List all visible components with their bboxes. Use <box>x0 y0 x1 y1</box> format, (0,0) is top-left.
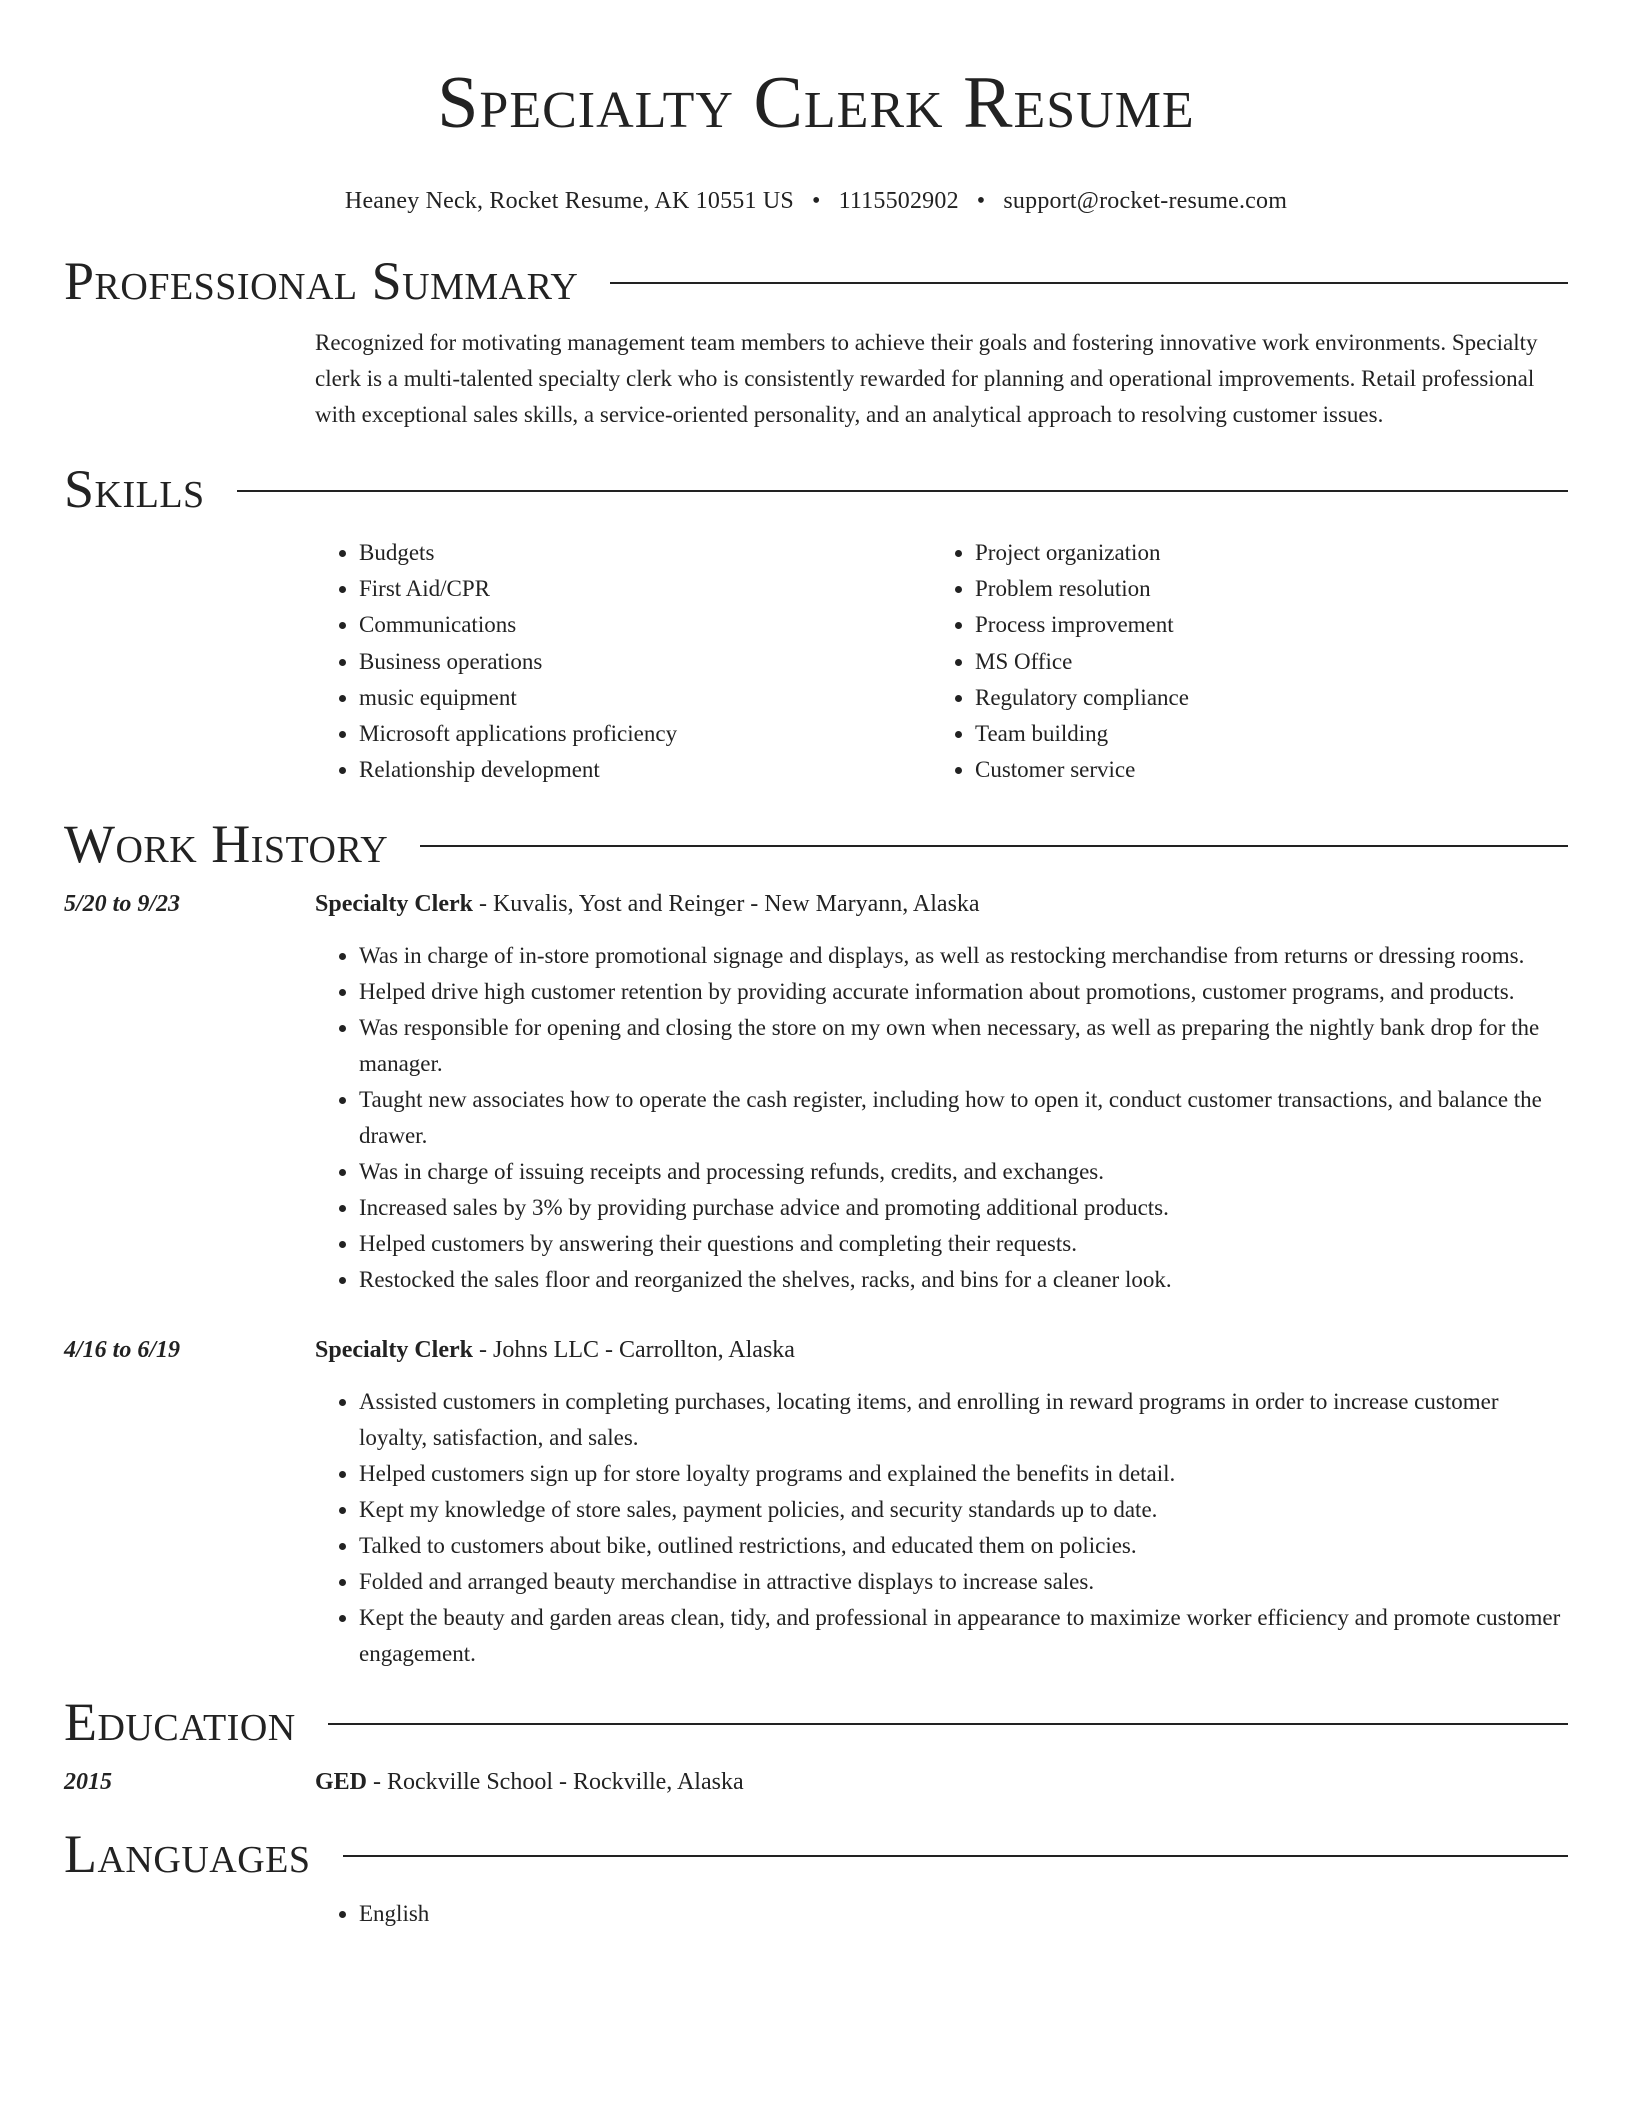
education-heading-line <box>315 1764 1568 1800</box>
skills-column-right <box>931 535 1547 788</box>
job-dates: 4/16 to 6/19 <box>64 1337 181 1364</box>
job-heading <box>315 1332 1568 1368</box>
skill-item: • Project organization <box>975 535 1547 571</box>
skill-item: • Problem resolution <box>975 571 1547 607</box>
job-bullet: • Was in charge of issuing receipts and processing refunds, credits, and exchanges. <box>359 1154 1568 1190</box>
contact-email: support@rocket-resume.com <box>1003 188 1288 214</box>
skills-section <box>64 459 1568 788</box>
job-bullet: • Helped drive high customer retention by providing accurate information about promotions, customer programs, and products. <box>359 974 1568 1010</box>
contact-address: Heaney Neck, Rocket Resume, AK 10551 US <box>344 188 794 214</box>
education-heading: Education <box>64 1692 296 1753</box>
education-detail <box>315 1764 1568 1800</box>
job-bullet: • Helped customers by answering their questions and completing their requests. <box>359 1226 1568 1262</box>
job-bullets <box>315 938 1568 1298</box>
education-year: 2015 <box>64 1769 112 1796</box>
section-divider <box>328 1723 1568 1725</box>
resume-title: Specialty Clerk Resume <box>437 62 1195 144</box>
job-bullet: • Assisted customers in completing purchases, locating items, and enrolling in reward programs in order to increase customer loyalty, satisfaction, and sales. <box>359 1384 1568 1456</box>
job-bullet: • Talked to customers about bike, outlined restrictions, and educated them on policies. <box>359 1528 1568 1564</box>
job-employer-location: - Kuvalis, Yost and Reinger - New Maryann, Alaska <box>472 891 980 918</box>
skill-item: • Business operations <box>359 644 931 680</box>
work-history-heading: Work History <box>64 814 389 875</box>
job-bullet: • Kept the beauty and garden areas clean, tidy, and professional in appearance to maximize worker efficiency and promote customer engagement. <box>359 1600 1568 1672</box>
skill-item: • Team building <box>975 716 1547 752</box>
separator-dot: • <box>976 188 986 214</box>
education-section <box>64 1692 1568 1800</box>
job-bullet: • Folded and arranged beauty merchandise in attractive displays to increase sales. <box>359 1564 1568 1600</box>
work-history-section <box>64 814 1568 1672</box>
job-title: Specialty Clerk <box>315 891 473 918</box>
contact-phone: 1115502902 <box>838 188 959 214</box>
work-history-header <box>64 814 1568 874</box>
contact-line <box>64 186 1568 216</box>
job-detail <box>315 886 1568 1298</box>
job-bullet: • Increased sales by 3% by providing purchase advice and promoting additional products. <box>359 1190 1568 1226</box>
job-detail <box>315 1332 1568 1672</box>
summary-header <box>64 251 1568 311</box>
skills-column-left <box>315 535 931 788</box>
section-divider <box>420 845 1568 847</box>
skill-item: • Regulatory compliance <box>975 680 1547 716</box>
skill-item: • Customer service <box>975 752 1547 788</box>
skill-item: • Microsoft applications proficiency <box>359 716 931 752</box>
job-bullet: • Was responsible for opening and closing the store on my own when necessary, as well as preparing the nightly bank drop for the manager. <box>359 1010 1568 1082</box>
job-bullet: • Taught new associates how to operate the cash register, including how to open it, conduct customer transactions, and balance the drawer. <box>359 1082 1568 1154</box>
job-entry <box>64 886 1568 1298</box>
languages-list <box>315 1896 1568 1932</box>
job-bullet: • Was in charge of in-store promotional signage and displays, as well as restocking merchandise from returns or dressing rooms. <box>359 938 1568 974</box>
skills-header <box>64 459 1568 519</box>
job-dates: 5/20 to 9/23 <box>64 891 181 918</box>
job-heading <box>315 886 1568 922</box>
job-bullet: • Restocked the sales floor and reorganized the shelves, racks, and bins for a cleaner look. <box>359 1262 1568 1298</box>
job-title: Specialty Clerk <box>315 1337 473 1364</box>
languages-header <box>64 1824 1568 1884</box>
summary-text: Recognized for motivating management team members to achieve their goals and fostering innovative work environments. Specialty clerk is a multi-talented specialty clerk who is consistently rewarded for planning and operational improvements. Retail professional with exceptional sales skills, a service-oriented personality, and an analytical approach to resolving customer issues. <box>315 330 1538 427</box>
skill-item: • MS Office <box>975 644 1547 680</box>
education-entry <box>64 1764 1568 1800</box>
job-entry <box>64 1332 1568 1672</box>
languages-section <box>64 1824 1568 1932</box>
skill-item: • music equipment <box>359 680 931 716</box>
summary-heading: Professional Summary <box>64 251 579 311</box>
education-school-location: - Rockville School - Rockville, Alaska <box>367 1769 744 1796</box>
language-item: • English <box>359 1896 1568 1932</box>
education-header <box>64 1692 1568 1752</box>
section-divider <box>343 1855 1569 1857</box>
skill-item: • Process improvement <box>975 607 1547 643</box>
education-degree: GED <box>315 1769 368 1796</box>
job-employer-location: - Johns LLC - Carrollton, Alaska <box>472 1337 795 1364</box>
skills-grid <box>315 535 1568 788</box>
job-bullet: • Helped customers sign up for store loyalty programs and explained the benefits in detail. <box>359 1456 1568 1492</box>
section-divider <box>610 282 1568 284</box>
job-bullets <box>315 1384 1568 1672</box>
separator-dot: • <box>811 188 821 214</box>
job-bullet: • Kept my knowledge of store sales, payment policies, and security standards up to date. <box>359 1492 1568 1528</box>
skills-heading: Skills <box>64 459 205 519</box>
languages-heading: Languages <box>64 1824 311 1885</box>
summary-section <box>64 251 1568 433</box>
section-divider <box>237 490 1568 492</box>
skill-item: • Communications <box>359 607 931 643</box>
skill-item: • Relationship development <box>359 752 931 788</box>
skill-item: • First Aid/CPR <box>359 571 931 607</box>
skill-item: • Budgets <box>359 535 931 571</box>
